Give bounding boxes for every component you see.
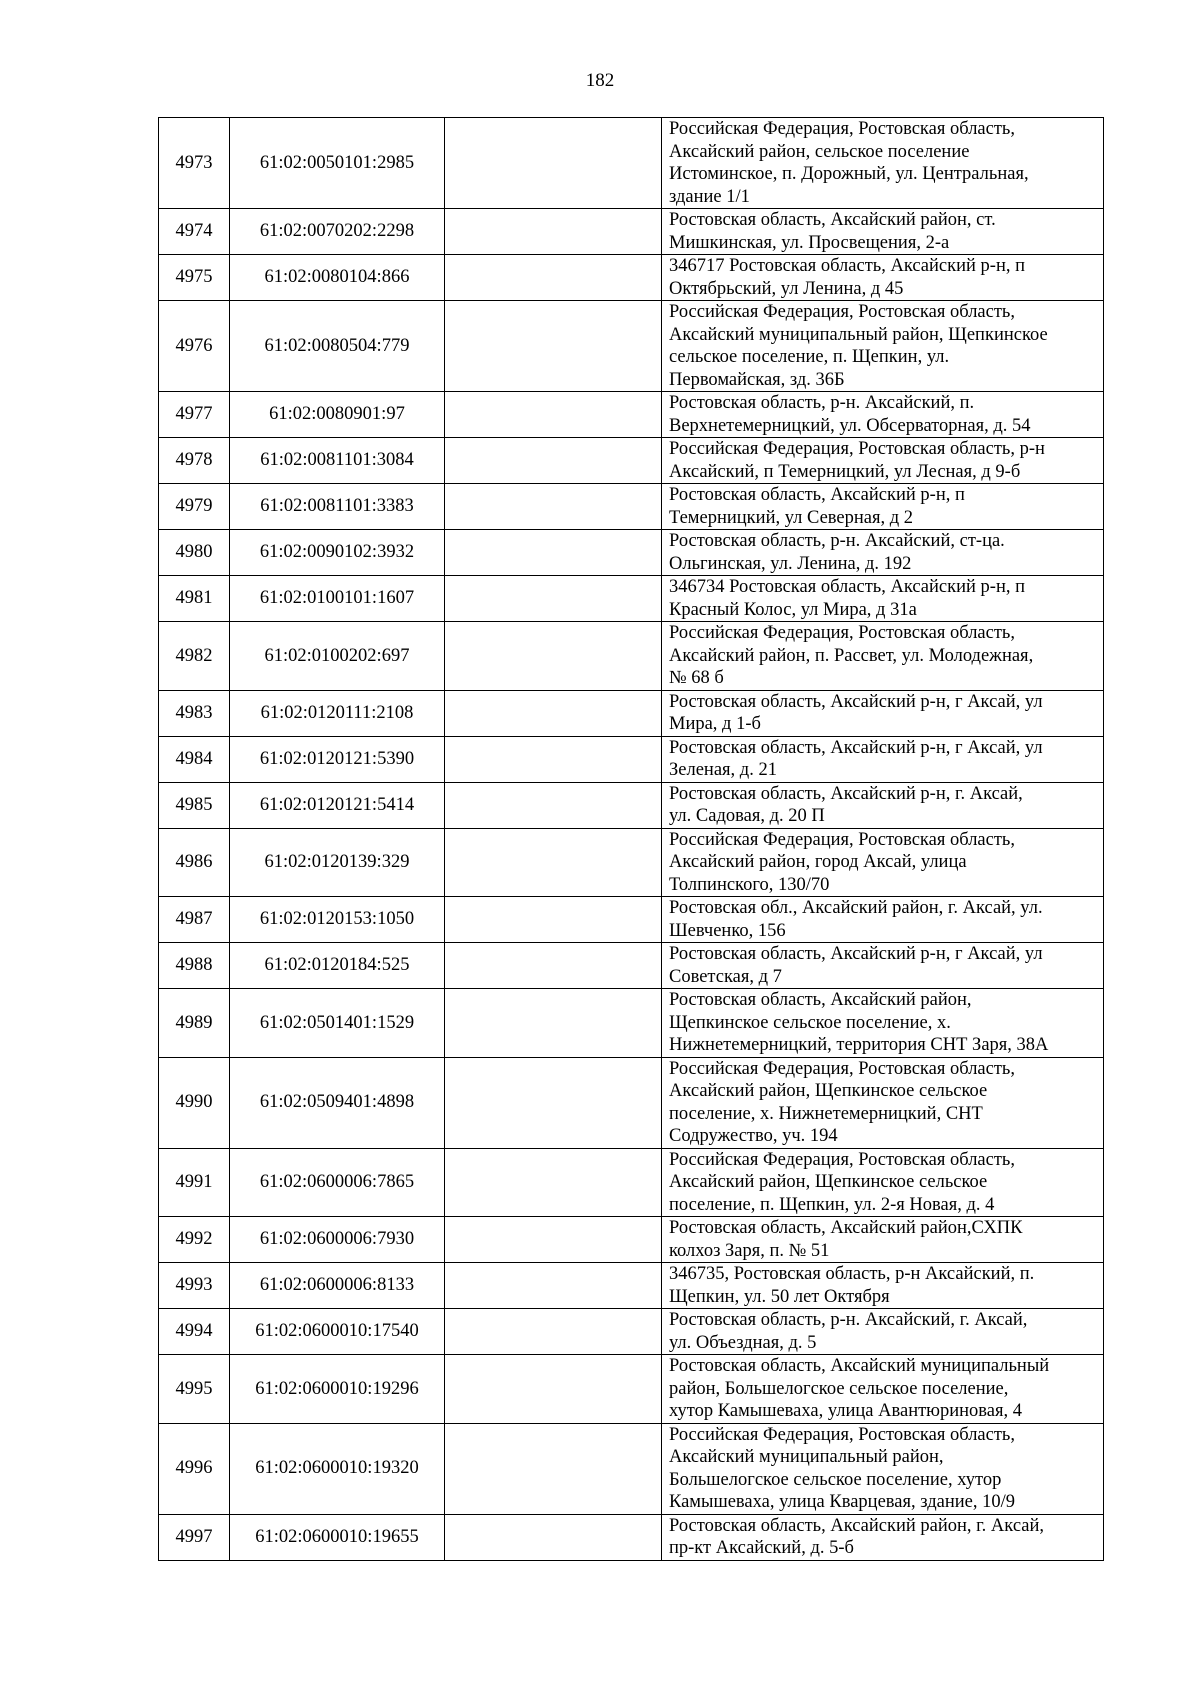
address-line: колхоз Заря, п. № 51 <box>669 1240 830 1261</box>
address-line: Аксайский район, Щепкинское сельское <box>669 1172 988 1192</box>
row-number: 4977 <box>159 392 230 438</box>
empty-cell <box>445 1423 662 1514</box>
address-line: Ростовская область, Аксайский р-н, г Аксай, ул <box>669 944 1043 964</box>
address-line: № 68 б <box>669 668 724 688</box>
address-line: 346734 Ростовская область, Аксайский р-н, п <box>669 577 1026 597</box>
registry-table-body <box>159 118 1104 1561</box>
row-number: 4974 <box>159 209 230 255</box>
cadastral-number: 61:02:0090102:3932 <box>230 530 445 576</box>
cadastral-number: 61:02:0050101:2985 <box>230 118 445 209</box>
address-line: Зеленая, д. 21 <box>669 760 777 780</box>
row-number: 4979 <box>159 484 230 530</box>
address-line: Ростовская область, Аксайский район,СХПК <box>669 1218 1023 1238</box>
table-row <box>159 1355 1104 1424</box>
row-number: 4983 <box>159 690 230 736</box>
row-number: 4991 <box>159 1148 230 1217</box>
empty-cell <box>445 1057 662 1148</box>
row-number: 4996 <box>159 1423 230 1514</box>
address-line: Российская Федерация, Ростовская область, <box>669 829 1015 850</box>
empty-cell <box>445 690 662 736</box>
row-number: 4985 <box>159 782 230 828</box>
address-cell <box>662 622 1104 691</box>
table-row <box>159 897 1104 943</box>
empty-cell <box>445 392 662 438</box>
cadastral-number: 61:02:0600006:7930 <box>230 1217 445 1263</box>
cadastral-number: 61:02:0501401:1529 <box>230 989 445 1058</box>
row-number: 4976 <box>159 301 230 392</box>
table-row <box>159 1057 1104 1148</box>
cadastral-number: 61:02:0509401:4898 <box>230 1057 445 1148</box>
address-line: Большелогское сельское поселение, хутор <box>669 1469 1002 1490</box>
registry-table <box>158 117 1104 1561</box>
address-cell <box>662 301 1104 392</box>
address-line: Ростовская область, Аксайский р-н, г Аксай, ул <box>669 737 1043 758</box>
address-cell <box>662 484 1104 530</box>
row-number: 4982 <box>159 622 230 691</box>
table-row <box>159 690 1104 736</box>
address-line: Аксайский муниципальный район, Щепкинское <box>669 324 1048 345</box>
address-cell <box>662 255 1104 301</box>
table-row <box>159 1309 1104 1355</box>
row-number: 4992 <box>159 1217 230 1263</box>
row-number: 4978 <box>159 438 230 484</box>
empty-cell <box>445 255 662 301</box>
table-row <box>159 989 1104 1058</box>
address-cell <box>662 1309 1104 1355</box>
address-line: Ростовская область, Аксайский район, <box>669 990 972 1010</box>
address-line: сельское поселение, п. Щепкин, ул. <box>669 347 950 367</box>
row-number: 4990 <box>159 1057 230 1148</box>
empty-cell <box>445 989 662 1058</box>
cadastral-number: 61:02:0070202:2298 <box>230 209 445 255</box>
empty-cell <box>445 1514 662 1560</box>
address-line: Аксайский район, город Аксай, улица <box>669 852 967 872</box>
address-line: Октябрьский, ул Ленина, д 45 <box>669 278 904 299</box>
address-cell <box>662 1217 1104 1263</box>
row-number: 4980 <box>159 530 230 576</box>
empty-cell <box>445 943 662 989</box>
empty-cell <box>445 301 662 392</box>
table-row <box>159 118 1104 209</box>
address-line: Красный Колос, ул Мира, д 31а <box>669 599 917 620</box>
address-line: Ростовская область, Аксайский р-н, г. Аксай, <box>669 783 1023 804</box>
address-cell <box>662 530 1104 576</box>
address-line: Ростовская область, Аксайский р-н, г Аксай, ул <box>669 691 1043 712</box>
table-row <box>159 1217 1104 1263</box>
cadastral-number: 61:02:0600010:19320 <box>230 1423 445 1514</box>
empty-cell <box>445 736 662 782</box>
row-number: 4984 <box>159 736 230 782</box>
table-row <box>159 1514 1104 1560</box>
cadastral-number: 61:02:0100101:1607 <box>230 576 445 622</box>
address-cell <box>662 943 1104 989</box>
empty-cell <box>445 1217 662 1263</box>
empty-cell <box>445 118 662 209</box>
address-cell <box>662 209 1104 255</box>
address-line: Щепкин, ул. 50 лет Октября <box>669 1286 890 1307</box>
empty-cell <box>445 1263 662 1309</box>
address-line: Советская, д 7 <box>669 966 782 987</box>
address-cell <box>662 1057 1104 1148</box>
table-row <box>159 782 1104 828</box>
cadastral-number: 61:02:0080504:779 <box>230 301 445 392</box>
table-row <box>159 828 1104 897</box>
address-line: Мишкинская, ул. Просвещения, 2-а <box>669 232 950 253</box>
address-cell <box>662 1263 1104 1309</box>
table-row <box>159 943 1104 989</box>
row-number: 4997 <box>159 1514 230 1560</box>
table-row <box>159 438 1104 484</box>
address-line: Российская Федерация, Ростовская область, <box>669 1058 1015 1079</box>
address-line: Аксайский район, п. Рассвет, ул. Молодежная, <box>669 645 1034 666</box>
page-number: 182 <box>585 70 615 91</box>
address-cell <box>662 1423 1104 1514</box>
row-number: 4975 <box>159 255 230 301</box>
address-line: Толпинского, 130/70 <box>669 874 830 895</box>
cadastral-number: 61:02:0600006:7865 <box>230 1148 445 1217</box>
address-line: здание 1/1 <box>669 186 750 207</box>
address-line: Ростовская область, Аксайский район, г. Аксай, <box>669 1515 1044 1536</box>
address-cell <box>662 989 1104 1058</box>
address-line: Аксайский, п Темерницкий, ул Лесная, д 9-б <box>669 461 1021 482</box>
table-row <box>159 301 1104 392</box>
empty-cell <box>445 484 662 530</box>
address-cell <box>662 576 1104 622</box>
address-line: Камышеваха, улица Кварцевая, здание, 10/9 <box>669 1492 1015 1512</box>
address-line: Содружество, уч. 194 <box>669 1126 838 1146</box>
cadastral-number: 61:02:0600010:19655 <box>230 1514 445 1560</box>
address-cell <box>662 438 1104 484</box>
address-cell <box>662 118 1104 209</box>
address-line: Мира, д 1-б <box>669 714 761 734</box>
address-line: Аксайский район, сельское поселение <box>669 141 970 162</box>
empty-cell <box>445 1309 662 1355</box>
empty-cell <box>445 828 662 897</box>
cadastral-number: 61:02:0120139:329 <box>230 828 445 897</box>
cadastral-number: 61:02:0120184:525 <box>230 943 445 989</box>
row-number: 4994 <box>159 1309 230 1355</box>
empty-cell <box>445 576 662 622</box>
address-line: Российская Федерация, Ростовская область, <box>669 1149 1015 1170</box>
address-line: Российская Федерация, Ростовская область, р-н <box>669 439 1045 459</box>
cadastral-number: 61:02:0120153:1050 <box>230 897 445 943</box>
address-cell <box>662 690 1104 736</box>
row-number: 4993 <box>159 1263 230 1309</box>
address-cell <box>662 1514 1104 1560</box>
address-line: 346717 Ростовская область, Аксайский р-н, п <box>669 256 1026 276</box>
address-line: Российская Федерация, Ростовская область, <box>669 302 1015 322</box>
table-row <box>159 1148 1104 1217</box>
address-line: Нижнетемерницкий, территория СНТ Заря, 38А <box>669 1035 1049 1055</box>
address-cell <box>662 392 1104 438</box>
address-cell <box>662 897 1104 943</box>
address-line: Темерницкий, ул Северная, д 2 <box>669 507 914 528</box>
address-cell <box>662 1355 1104 1424</box>
address-line: Истоминское, п. Дорожный, ул. Центральная, <box>669 164 1029 184</box>
row-number: 4988 <box>159 943 230 989</box>
table-row <box>159 255 1104 301</box>
table-row <box>159 392 1104 438</box>
address-cell <box>662 736 1104 782</box>
cadastral-number: 61:02:0120121:5390 <box>230 736 445 782</box>
address-line: Ростовская область, Аксайский муниципальный <box>669 1356 1050 1376</box>
table-row <box>159 736 1104 782</box>
address-line: Российская Федерация, Ростовская область, <box>669 119 1015 139</box>
cadastral-number: 61:02:0081101:3084 <box>230 438 445 484</box>
address-line: Ростовская область, р-н. Аксайский, ст-ца. <box>669 531 1005 551</box>
table-row <box>159 1423 1104 1514</box>
table-row <box>159 1263 1104 1309</box>
address-line: Российская Федерация, Ростовская область, <box>669 623 1015 643</box>
cadastral-number: 61:02:0600006:8133 <box>230 1263 445 1309</box>
address-line: Ростовская область, Аксайский р-н, п <box>669 485 965 505</box>
table-row <box>159 484 1104 530</box>
address-line: Щепкинское сельское поселение, х. <box>669 1012 951 1033</box>
row-number: 4987 <box>159 897 230 943</box>
address-line: Ростовская область, р-н. Аксайский, г. Аксай, <box>669 1310 1028 1330</box>
address-line: Аксайский район, Щепкинское сельское <box>669 1081 988 1101</box>
empty-cell <box>445 622 662 691</box>
address-line: Российская Федерация, Ростовская область, <box>669 1424 1015 1445</box>
address-cell <box>662 782 1104 828</box>
address-line: 346735, Ростовская область, р-н Аксайский, п. <box>669 1264 1035 1284</box>
address-line: Первомайская, зд. 36Б <box>669 369 845 390</box>
address-line: Шевченко, 156 <box>669 920 786 941</box>
address-line: пр-кт Аксайский, д. 5-б <box>669 1538 854 1558</box>
table-row <box>159 622 1104 691</box>
address-line: Аксайский муниципальный район, <box>669 1447 944 1467</box>
row-number: 4973 <box>159 118 230 209</box>
address-line: ул. Объездная, д. 5 <box>669 1332 817 1353</box>
table-row <box>159 209 1104 255</box>
empty-cell <box>445 1355 662 1424</box>
address-line: Ольгинская, ул. Ленина, д. 192 <box>669 553 912 574</box>
address-line: Ростовская область, Аксайский район, ст. <box>669 210 996 230</box>
empty-cell <box>445 438 662 484</box>
address-line: хутор Камышеваха, улица Авантюриновая, 4 <box>669 1401 1023 1421</box>
address-line: Ростовская обл., Аксайский район, г. Аксай, ул. <box>669 898 1043 918</box>
address-line: Ростовская область, р-н. Аксайский, п. <box>669 393 975 413</box>
row-number: 4981 <box>159 576 230 622</box>
address-line: поселение, х. Нижнетемерницкий, СНТ <box>669 1103 983 1124</box>
empty-cell <box>445 530 662 576</box>
cadastral-number: 61:02:0600010:19296 <box>230 1355 445 1424</box>
address-line: район, Большелогское сельское поселение, <box>669 1378 1009 1399</box>
table-row <box>159 530 1104 576</box>
cadastral-number: 61:02:0080901:97 <box>230 392 445 438</box>
cadastral-number: 61:02:0081101:3383 <box>230 484 445 530</box>
row-number: 4989 <box>159 989 230 1058</box>
address-cell <box>662 1148 1104 1217</box>
empty-cell <box>445 897 662 943</box>
cadastral-number: 61:02:0120121:5414 <box>230 782 445 828</box>
row-number: 4995 <box>159 1355 230 1424</box>
cadastral-number: 61:02:0120111:2108 <box>230 690 445 736</box>
cadastral-number: 61:02:0600010:17540 <box>230 1309 445 1355</box>
address-line: Верхнетемерницкий, ул. Обсерваторная, д. 54 <box>669 415 1031 436</box>
address-cell <box>662 828 1104 897</box>
address-line: поселение, п. Щепкин, ул. 2-я Новая, д. 4 <box>669 1194 995 1215</box>
table-row <box>159 576 1104 622</box>
row-number: 4986 <box>159 828 230 897</box>
address-line: ул. Садовая, д. 20 П <box>669 806 825 826</box>
cadastral-number: 61:02:0080104:866 <box>230 255 445 301</box>
empty-cell <box>445 209 662 255</box>
empty-cell <box>445 1148 662 1217</box>
cadastral-number: 61:02:0100202:697 <box>230 622 445 691</box>
empty-cell <box>445 782 662 828</box>
